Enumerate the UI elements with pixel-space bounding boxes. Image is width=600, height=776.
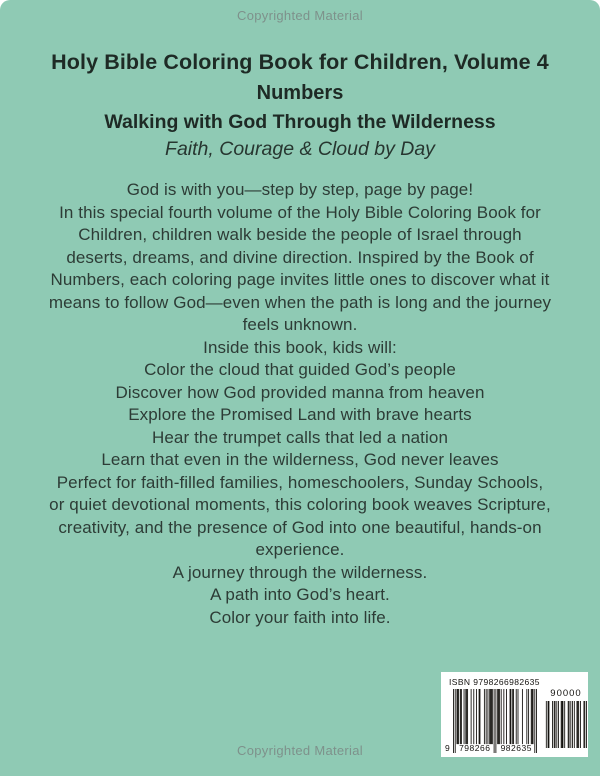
description-line: Perfect for faith-filled families, homeschoolers, Sunday Schools, [56, 472, 544, 492]
description-line: A path into God’s heart. [210, 585, 390, 604]
book-title: Holy Bible Coloring Book for Children, Volume 4 [51, 50, 549, 74]
ean5-supplement [545, 689, 587, 748]
description-line: Numbers, each coloring page invites little ones to discover what it [50, 270, 550, 289]
description-line: Explore the Promised Land with brave hearts [128, 405, 472, 424]
book-subtitle: Numbers [256, 82, 344, 104]
description-line: Discover how God provided manna from heaven [115, 382, 485, 402]
copyright-watermark-top: Copyrighted Material [237, 8, 363, 23]
description-line: Hear the trumpet calls that led a nation [152, 427, 448, 447]
book-tagline: Walking with God Through the Wilderness [104, 111, 496, 133]
isbn-label: ISBN 9798266982635 [449, 677, 540, 687]
book-tagline-italic: Faith, Courage & Cloud by Day [165, 138, 435, 160]
ean13-digit-group1: 798266 [459, 743, 491, 753]
description-line: feels unknown. [242, 315, 358, 334]
description-line: God is with you—step by step, page by page! [126, 180, 474, 199]
ean5-bars-icon [545, 701, 587, 748]
description-line: creativity, and the presence of God into one beautiful, hands-on [58, 517, 542, 537]
description-line: or quiet devotional moments, this coloring book weaves Scripture, [49, 495, 551, 514]
ean13-digit-group2: 982635 [500, 743, 532, 753]
description-line: Children, children walk beside the people of Israel through [78, 225, 522, 244]
description-line: Color the cloud that guided God’s people [144, 360, 456, 379]
description-line: Color your faith into life. [209, 607, 391, 627]
description-line: experience. [255, 540, 345, 559]
description-line: deserts, dreams, and divine direction. Inspired by the Book of [66, 247, 534, 267]
header-block [0, 47, 600, 162]
ean13-digit-left: 9 [445, 743, 450, 753]
description-line: In this special fourth volume of the Holy Bible Coloring Book for [59, 202, 541, 222]
description-line: Inside this book, kids will: [203, 337, 397, 357]
description-text [20, 179, 580, 629]
description-line: means to follow God—even when the path is long and the journey [48, 292, 552, 312]
ean5-label: 90000 [550, 688, 582, 699]
description-line: Learn that even in the wilderness, God never leaves [101, 450, 499, 469]
description-line: A journey through the wilderness. [172, 562, 428, 582]
copyright-watermark-bottom: Copyrighted Material [237, 743, 363, 758]
